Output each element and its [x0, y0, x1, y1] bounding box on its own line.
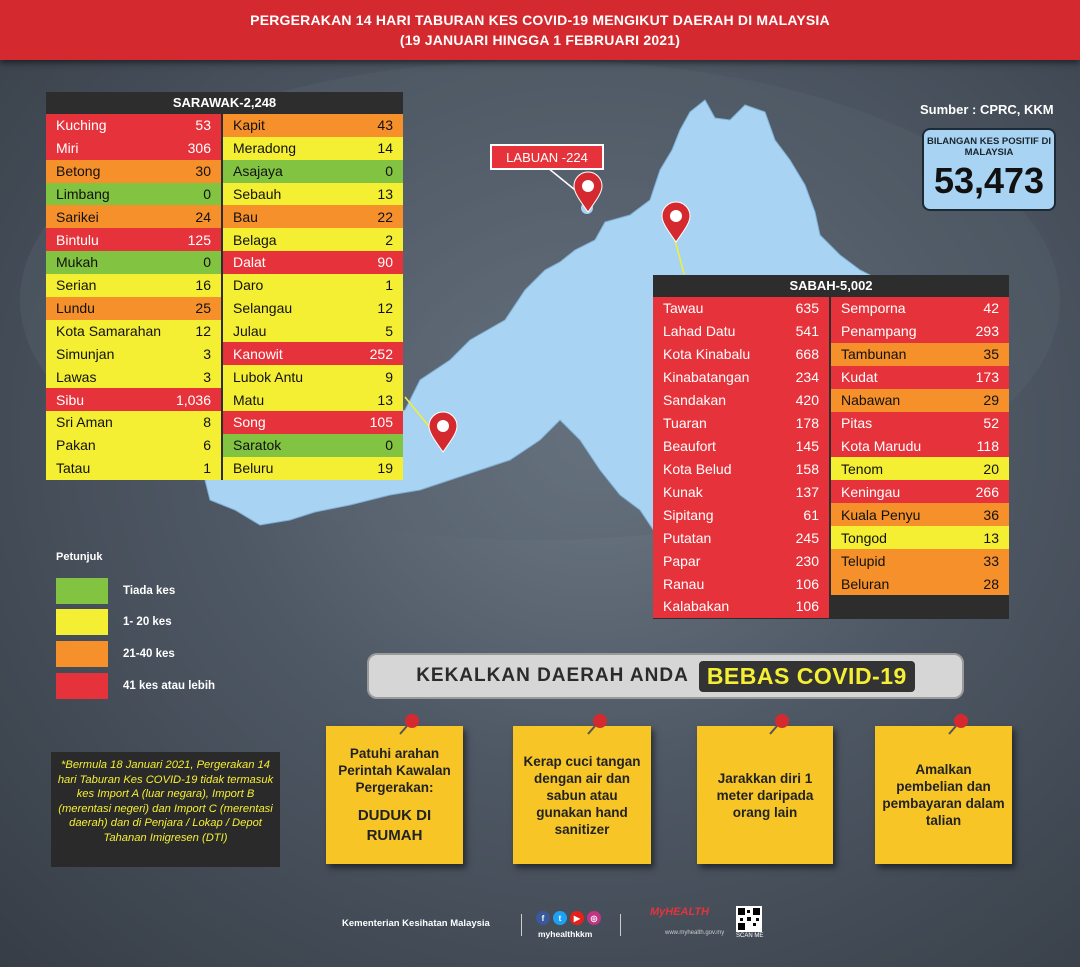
tip-text: Patuhi arahan Perintah Kawalan Pergerakan:	[338, 745, 451, 795]
district-row	[223, 205, 403, 228]
ministry-name: Kementerian Kesihatan Malaysia	[342, 918, 490, 929]
social-icons	[536, 911, 601, 925]
header-banner	[0, 0, 1080, 60]
district-row	[46, 434, 221, 457]
district-row	[46, 388, 221, 411]
district-cases: 13	[377, 391, 393, 408]
district-cases: 52	[983, 415, 999, 432]
district-cases: 28	[983, 575, 999, 592]
district-cases: 6	[203, 437, 211, 454]
sabah-column-left	[653, 297, 829, 618]
district-cases: 245	[795, 529, 819, 546]
legend-label: 1- 20 kes	[123, 616, 172, 628]
district-cases: 3	[203, 368, 211, 385]
legend-swatch-red	[56, 673, 108, 699]
district-cases: 36	[983, 506, 999, 523]
district-cases: 137	[795, 483, 819, 500]
legend-swatch-green	[56, 578, 108, 604]
district-row	[46, 274, 221, 297]
legend-label: 41 kes atau lebih	[123, 680, 216, 692]
district-cases: 252	[369, 345, 393, 362]
district-name: Tongod	[841, 529, 887, 546]
district-row	[223, 388, 403, 411]
district-row	[46, 228, 221, 251]
district-name: Sibu	[56, 391, 85, 408]
district-name: Matu	[233, 391, 265, 408]
legend-label: 21-40 kes	[123, 648, 175, 660]
district-row	[223, 251, 403, 274]
district-row	[653, 595, 829, 618]
sarawak-table	[46, 92, 403, 480]
total-cases-box	[922, 128, 1056, 211]
twitter-icon[interactable]: t	[553, 911, 567, 925]
pushpin-icon	[946, 712, 972, 738]
total-cases-label: BILANGAN KES POSITIF DI MALAYSIA	[926, 136, 1052, 158]
district-name: Betong	[56, 163, 101, 180]
district-row	[653, 480, 829, 503]
district-name: Kanowit	[233, 345, 283, 362]
district-cases: 293	[975, 323, 999, 340]
scan-label: SCAN ME	[736, 933, 764, 939]
district-row	[46, 457, 221, 480]
district-cases: 16	[195, 277, 211, 294]
district-name: Tambunan	[841, 346, 907, 363]
district-name: Saratok	[233, 437, 282, 454]
district-name: Sandakan	[663, 392, 727, 409]
district-row	[46, 205, 221, 228]
header-title: PERGERAKAN 14 HARI TABURAN KES COVID-19 MENGIKUT DAERAH DI MALAYSIA	[250, 12, 830, 28]
district-row	[653, 526, 829, 549]
total-cases-value: 53,473	[933, 160, 1045, 201]
district-row	[831, 526, 1009, 549]
district-row	[831, 320, 1009, 343]
district-cases: 42	[983, 300, 999, 317]
district-row	[653, 435, 829, 458]
district-row	[46, 251, 221, 274]
district-name: Lawas	[56, 368, 97, 385]
district-name: Telupid	[841, 552, 886, 569]
district-name: Ranau	[663, 575, 705, 592]
district-cases: 158	[795, 460, 819, 477]
district-name: Kalabakan	[663, 598, 730, 615]
district-cases: 24	[195, 208, 211, 225]
sarawak-title: SARAWAK-2,248	[46, 92, 403, 114]
district-name: Lundu	[56, 300, 95, 317]
district-row	[223, 297, 403, 320]
sarawak-column-left	[46, 114, 221, 480]
district-row	[46, 320, 221, 343]
district-name: Kuala Penyu	[841, 506, 921, 523]
tip-text: Amalkan pembelian dan pembayaran dalam talian	[882, 762, 1005, 828]
district-name: Bau	[233, 208, 258, 225]
district-cases: 12	[377, 300, 393, 317]
district-cases: 635	[795, 300, 819, 317]
district-name: Pakan	[56, 437, 96, 454]
district-row	[223, 411, 403, 434]
district-name: Miri	[56, 140, 79, 157]
legend-item	[56, 609, 172, 635]
district-name: Kapit	[233, 117, 265, 134]
myhealth-url: www.myhealth.gov.my	[665, 930, 725, 936]
district-cases: 13	[377, 185, 393, 202]
facebook-icon[interactable]: f	[536, 911, 550, 925]
district-name: Asajaya	[233, 163, 283, 180]
district-name: Tawau	[663, 300, 704, 317]
district-cases: 145	[795, 437, 819, 454]
district-name: Sipitang	[663, 506, 714, 523]
district-name: Sri Aman	[56, 414, 113, 431]
district-row	[831, 480, 1009, 503]
district-name: Simunjan	[56, 345, 115, 362]
district-row	[653, 412, 829, 435]
district-row	[831, 435, 1009, 458]
tip-text: Kerap cuci tangan dengan air dan sabun atau gunakan hand sanitizer	[523, 753, 641, 837]
district-row	[46, 114, 221, 137]
district-row	[223, 320, 403, 343]
social-handle: myhealthkkm	[538, 929, 593, 939]
district-cases: 2	[385, 231, 393, 248]
district-row	[223, 434, 403, 457]
district-row	[46, 137, 221, 160]
district-row	[223, 457, 403, 480]
district-name: Penampang	[841, 323, 917, 340]
district-cases: 420	[795, 392, 819, 409]
district-row	[831, 412, 1009, 435]
district-cases: 306	[187, 140, 211, 157]
district-row	[46, 297, 221, 320]
district-cases: 19	[377, 460, 393, 477]
tip-text: Jarakkan diri 1 meter daripada orang lain	[716, 770, 814, 820]
district-cases: 12	[195, 323, 211, 340]
sabah-table	[653, 275, 1009, 619]
tip-note-4	[875, 726, 1012, 864]
district-name: Nabawan	[841, 392, 901, 409]
district-name: Kunak	[663, 483, 703, 500]
sabah-column-right	[831, 297, 1009, 595]
district-row	[831, 503, 1009, 526]
district-cases: 173	[975, 369, 999, 386]
district-cases: 13	[983, 529, 999, 546]
district-name: Beaufort	[663, 437, 716, 454]
district-name: Serian	[56, 277, 97, 294]
district-row	[653, 572, 829, 595]
district-cases: 25	[195, 300, 211, 317]
district-row	[223, 342, 403, 365]
district-name: Daro	[233, 277, 264, 294]
district-name: Julau	[233, 323, 267, 340]
footnote: *Bermula 18 Januari 2021, Pergerakan 14 hari Taburan Kes COVID-19 tidak termasuk kes Import A (luar negara), Import B (merentasi negeri) dan Import C (merentasi daerah) dan di Penjara / Lokap / Depot Tahanan Imigresen (DTI)	[51, 752, 280, 867]
legend-item	[56, 641, 175, 667]
district-name: Keningau	[841, 483, 901, 500]
district-cases: 61	[803, 506, 819, 523]
legend-item	[56, 578, 175, 604]
district-name: Mukah	[56, 254, 99, 271]
district-name: Belaga	[233, 231, 277, 248]
slogan-part2: BEBAS COVID-19	[699, 661, 915, 692]
district-cases: 106	[795, 575, 819, 592]
tip-note-3	[697, 726, 833, 864]
district-cases: 43	[377, 117, 393, 134]
district-cases: 234	[795, 369, 819, 386]
pushpin-icon	[397, 712, 423, 738]
district-cases: 230	[795, 552, 819, 569]
district-row	[831, 389, 1009, 412]
district-row	[223, 160, 403, 183]
district-cases: 266	[975, 483, 999, 500]
district-row	[46, 411, 221, 434]
district-cases: 178	[795, 415, 819, 432]
district-name: Tuaran	[663, 415, 707, 432]
district-cases: 9	[385, 368, 393, 385]
district-row	[831, 572, 1009, 595]
district-row	[223, 183, 403, 206]
district-cases: 0	[203, 185, 211, 202]
district-name: Sarikei	[56, 208, 99, 225]
district-name: Tatau	[56, 460, 91, 477]
slogan-banner	[367, 653, 964, 699]
legend-title: Petunjuk	[56, 551, 103, 563]
district-cases: 29	[983, 392, 999, 409]
district-cases: 30	[195, 163, 211, 180]
footer-divider	[521, 914, 522, 936]
district-name: Beluran	[841, 575, 890, 592]
district-row	[223, 137, 403, 160]
district-name: Selangau	[233, 300, 293, 317]
district-cases: 5	[385, 323, 393, 340]
district-row	[831, 457, 1009, 480]
district-cases: 53	[195, 117, 211, 134]
legend-item	[56, 673, 215, 699]
district-row	[653, 389, 829, 412]
district-name: Song	[233, 414, 266, 431]
district-name: Tenom	[841, 460, 884, 477]
district-name: Bintulu	[56, 231, 99, 248]
district-row	[46, 183, 221, 206]
district-name: Semporna	[841, 300, 906, 317]
legend-swatch-orange	[56, 641, 108, 667]
district-row	[831, 366, 1009, 389]
pushpin-icon	[767, 712, 793, 738]
district-row	[46, 365, 221, 388]
district-row	[46, 160, 221, 183]
district-row	[653, 297, 829, 320]
district-row	[653, 320, 829, 343]
district-name: Kota Kinabalu	[663, 346, 751, 363]
pushpin-icon	[585, 712, 611, 738]
district-row	[223, 228, 403, 251]
district-row	[223, 274, 403, 297]
youtube-icon[interactable]: ▶	[570, 911, 584, 925]
district-name: Sebauh	[233, 185, 282, 202]
sarawak-column-right	[223, 114, 403, 480]
district-name: Meradong	[233, 140, 297, 157]
district-cases: 106	[795, 598, 819, 615]
district-name: Lubok Antu	[233, 368, 304, 385]
district-row	[831, 297, 1009, 320]
district-row	[653, 343, 829, 366]
source-label: Sumber : CPRC, KKM	[920, 102, 1054, 117]
district-name: Papar	[663, 552, 701, 569]
district-cases: 8	[203, 414, 211, 431]
district-cases: 541	[795, 323, 819, 340]
district-name: Putatan	[663, 529, 712, 546]
district-name: Kudat	[841, 369, 878, 386]
tip-note-2	[513, 726, 651, 864]
district-name: Beluru	[233, 460, 274, 477]
footer-divider	[620, 914, 621, 936]
district-cases: 20	[983, 460, 999, 477]
qr-code-icon[interactable]	[736, 906, 762, 932]
tip-note-1	[326, 726, 463, 864]
district-cases: 118	[976, 437, 999, 454]
legend-swatch-yellow	[56, 609, 108, 635]
district-name: Kuching	[56, 117, 107, 134]
district-cases: 1	[385, 277, 393, 294]
header-date-range: (19 JANUARI HINGGA 1 FEBRUARI 2021)	[399, 32, 681, 48]
labuan-tag: LABUAN -224	[490, 144, 604, 170]
district-row	[653, 366, 829, 389]
district-cases: 668	[795, 346, 819, 363]
district-cases: 35	[983, 346, 999, 363]
myhealth-logo: MyHEALTH	[650, 906, 710, 918]
district-row	[831, 343, 1009, 366]
district-row	[653, 457, 829, 480]
district-cases: 14	[377, 140, 393, 157]
district-cases: 1,036	[175, 391, 211, 408]
district-name: Pitas	[841, 415, 873, 432]
district-name: Limbang	[56, 185, 110, 202]
district-cases: 0	[203, 254, 211, 271]
district-cases: 125	[187, 231, 211, 248]
district-cases: 33	[983, 552, 999, 569]
district-row	[223, 365, 403, 388]
district-cases: 0	[385, 163, 393, 180]
district-row	[653, 549, 829, 572]
legend-label: Tiada kes	[123, 585, 176, 597]
district-cases: 90	[377, 254, 393, 271]
district-cases: 1	[203, 460, 211, 477]
district-name: Dalat	[233, 254, 266, 271]
district-row	[223, 114, 403, 137]
district-name: Kota Marudu	[841, 437, 922, 454]
district-row	[653, 503, 829, 526]
district-name: Kota Belud	[663, 460, 732, 477]
sabah-title: SABAH-5,002	[653, 275, 1009, 297]
district-cases: 3	[203, 345, 211, 362]
district-cases: 0	[385, 437, 393, 454]
district-name: Kinabatangan	[663, 369, 750, 386]
district-cases: 105	[369, 414, 393, 431]
district-cases: 22	[377, 208, 393, 225]
district-name: Lahad Datu	[663, 323, 736, 340]
instagram-icon[interactable]: ◎	[587, 911, 601, 925]
tip-emphasis: DUDUK DI RUMAH	[357, 806, 432, 844]
district-row	[831, 549, 1009, 572]
district-row	[46, 342, 221, 365]
slogan-part1: KEKALKAN DAERAH ANDA	[416, 665, 689, 686]
district-name: Kota Samarahan	[56, 323, 162, 340]
